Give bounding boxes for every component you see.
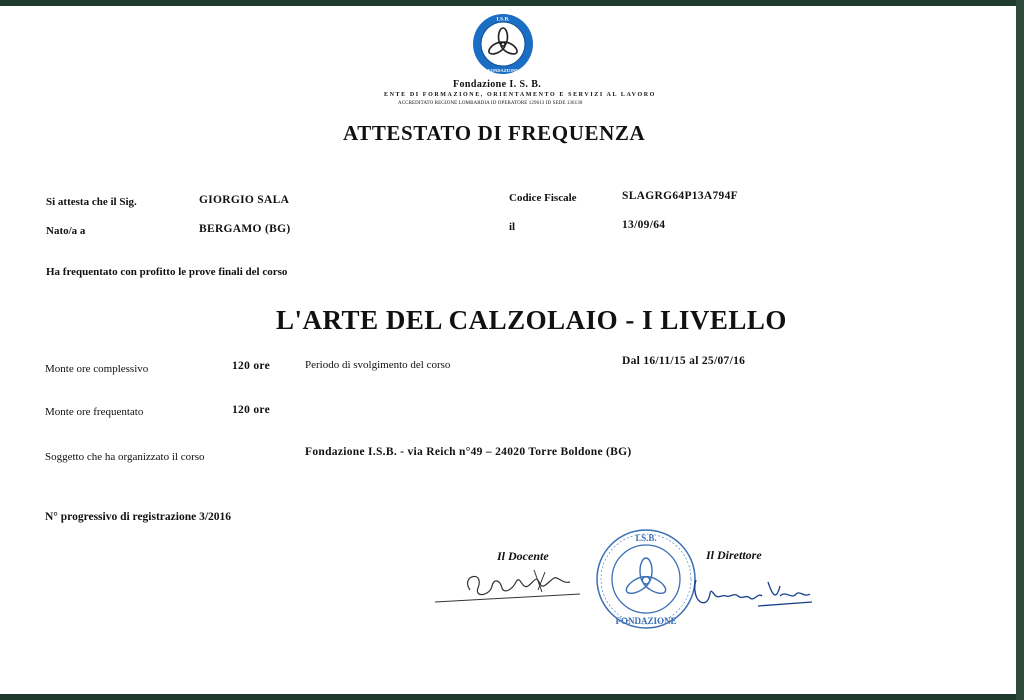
organization-subtitle: ENTE DI FORMAZIONE, ORIENTAMENTO E SERVIZI AL LAVORO bbox=[384, 92, 656, 98]
logo-bottom-text: FONDAZIONE bbox=[487, 68, 519, 73]
teacher-signature-icon bbox=[430, 560, 590, 610]
teacher-label: Il Docente bbox=[497, 549, 549, 563]
attended-hours-label: Monte ore frequentato bbox=[45, 406, 144, 418]
name-label: Si attesta che il Sig. bbox=[46, 196, 137, 208]
organizer-label: Soggetto che ha organizzato il corso bbox=[45, 451, 205, 463]
frame-top-edge bbox=[0, 0, 1024, 6]
period-value: Dal 16/11/15 al 25/07/16 bbox=[622, 355, 746, 367]
total-hours-label: Monte ore complessivo bbox=[45, 363, 149, 375]
frame-right-edge bbox=[1016, 0, 1024, 700]
birthplace-value: BERGAMO (BG) bbox=[199, 223, 291, 235]
period-label: Periodo di svolgimento del corso bbox=[305, 359, 451, 371]
director-signature-icon bbox=[688, 572, 818, 612]
organizer-value: Fondazione I.S.B. - via Reich n°49 – 24020 Torre Boldone (BG) bbox=[305, 446, 632, 458]
attended-hours-value: 120 ore bbox=[232, 404, 270, 416]
tax-code-value: SLAGRG64P13A794F bbox=[622, 190, 738, 202]
isb-stamp-icon bbox=[594, 527, 698, 631]
stamp-bottom-text: FONDAZIONE bbox=[615, 616, 677, 626]
birth-date-value: 13/09/64 bbox=[622, 219, 666, 231]
attended-text: Ha frequentato con profitto le prove finali del corso bbox=[46, 266, 288, 278]
organization-name: Fondazione I. S. B. bbox=[453, 79, 542, 90]
birthplace-label: Nato/a a bbox=[46, 225, 86, 237]
organization-accreditation: ACCREDITATO REGIONE LOMBARDIA ID OPERATORE 129613 ID SEDE 136130 bbox=[398, 101, 583, 106]
frame-bottom-edge bbox=[0, 694, 1024, 700]
birth-date-label: il bbox=[509, 221, 516, 233]
certificate-title: ATTESTATO DI FREQUENZA bbox=[343, 121, 646, 145]
registration-number: N° progressivo di registrazione 3/2016 bbox=[45, 511, 232, 523]
total-hours-value: 120 ore bbox=[232, 360, 270, 372]
director-label: Il Direttore bbox=[706, 548, 762, 562]
person-name: GIORGIO SALA bbox=[199, 194, 290, 206]
stamp-top-text: I.S.B. bbox=[635, 533, 657, 543]
logo-top-text: I.S.B. bbox=[496, 16, 510, 23]
isb-logo-icon bbox=[472, 13, 534, 75]
course-name: L'ARTE DEL CALZOLAIO - I LIVELLO bbox=[276, 305, 787, 335]
tax-code-label: Codice Fiscale bbox=[509, 192, 577, 204]
